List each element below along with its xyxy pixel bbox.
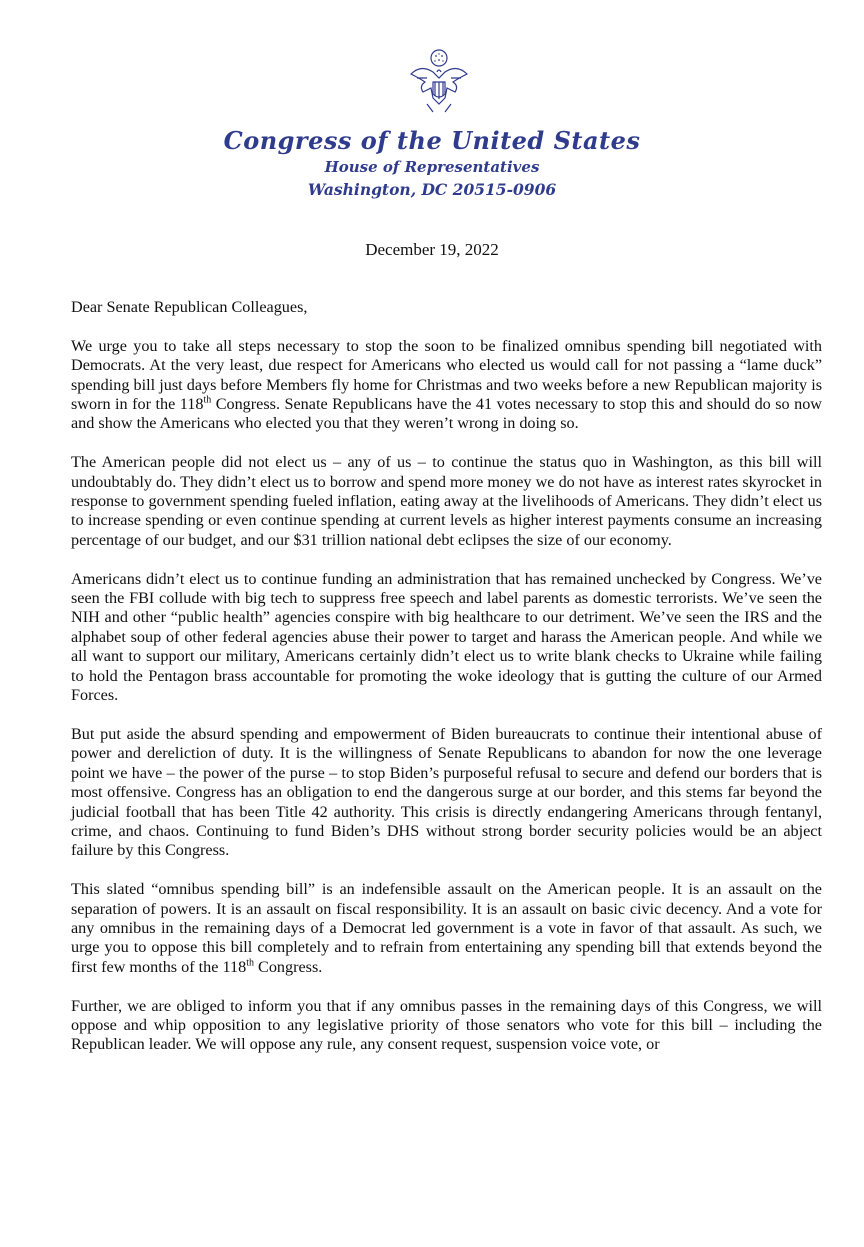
letter-body: [71, 298, 822, 1074]
letterhead-title: Congress of the United States: [223, 126, 641, 155]
paragraph-1-part-b: Congress. Senate Republicans have the 41 votes necessary to stop this and should do so now and show the Americans who elected you that they weren’t wrong in doing so.: [71, 395, 822, 433]
paragraph-5-part-b: Congress.: [253, 957, 323, 976]
paragraph-5: [71, 880, 822, 977]
letter-date: December 19, 2022: [365, 240, 499, 259]
paragraph-1-part-a: We urge you to take all steps necessary to stop the soon to be finalized omnibus spending bill negotiated with Democrats. At the very least, due respect for Americans who elected us would call for not passing a “lame duck” spending bill just days before Members fly home for Christmas and two weeks before a new Republican majority is sworn in for the 118: [71, 336, 822, 414]
letterhead-subtitle: House of Representatives: [324, 158, 540, 176]
paragraph-6: Further, we are obliged to inform you that if any omnibus passes in the remaining days of this Congress, we will oppose and whip opposition to any legislative priority of those senators who vote for this bill – including the Republican leader. We will oppose any rule, any consent request, suspension voice vote, or: [71, 996, 822, 1054]
paragraph-4: But put aside the absurd spending and empowerment of Biden bureaucrats to continue their intentional abuse of power and dereliction of duty. It is the willingness of Senate Republicans to abandon for now the one leverage point we have – the power of the purse – to stop Biden’s purposeful refusal to secure and defend our borders that is most offensive. Congress has an obligation to end the dangerous surge at our border, and this stems far beyond the judicial football that has been Title 42 authority. This crisis is directly endangering Americans through fentanyl, crime, and chaos. Continuing to fund Biden’s DHS without strong border security policies would be an abject failure by this Congress.: [71, 724, 822, 860]
paragraph-5-part-a: This slated “omnibus spending bill” is an indefensible assault on the American people. It is an assault on the separation of powers. It is an assault on fiscal responsibility. It is an assault on basic civic decency. And a vote for any omnibus in the remaining days of a Democrat led government is a vote in favor of that assault. As such, we urge you to oppose this bill completely and to refrain from entertaining any spending bill that extends beyond the first few months of the 118: [71, 880, 822, 976]
eagle-seal-icon: [407, 48, 471, 118]
letterhead-address: Washington, DC 20515-0906: [307, 180, 557, 199]
paragraph-1: [71, 337, 822, 434]
ordinal-suffix: th: [203, 394, 212, 406]
paragraph-3: Americans didn’t elect us to continue funding an administration that has remained unchecked by Congress. We’ve seen the FBI collude with big tech to suppress free speech and label parents as domestic terrorists. We’ve seen the NIH and other “public health” agencies conspire with big healthcare to our detriment. We’ve seen the IRS and the alphabet soup of other federal agencies abuse their power to target and harass the American people. And while we all want to support our military, Americans certainly didn’t elect us to write blank checks to Ukraine while failing to hold the Pentagon brass accountable for promoting the woke ideology that is gutting the culture of our Armed Forces.: [71, 569, 822, 705]
greeting: Dear Senate Republican Colleagues,: [71, 298, 308, 316]
ordinal-suffix: th: [246, 957, 254, 969]
paragraph-2: The American people did not elect us – any of us – to continue the status quo in Washington, as this bill will undoubtably do. They didn’t elect us to borrow and spend more money we do not have as interest rates skyrocket in response to government spending fueled inflation, eating away at the livelihoods of Americans. They didn’t elect us to increase spending or even continue spending at current levels as higher interest payments consume an increasing percentage of our budget, and our $31 trillion national debt eclipses the size of our economy.: [71, 453, 822, 549]
